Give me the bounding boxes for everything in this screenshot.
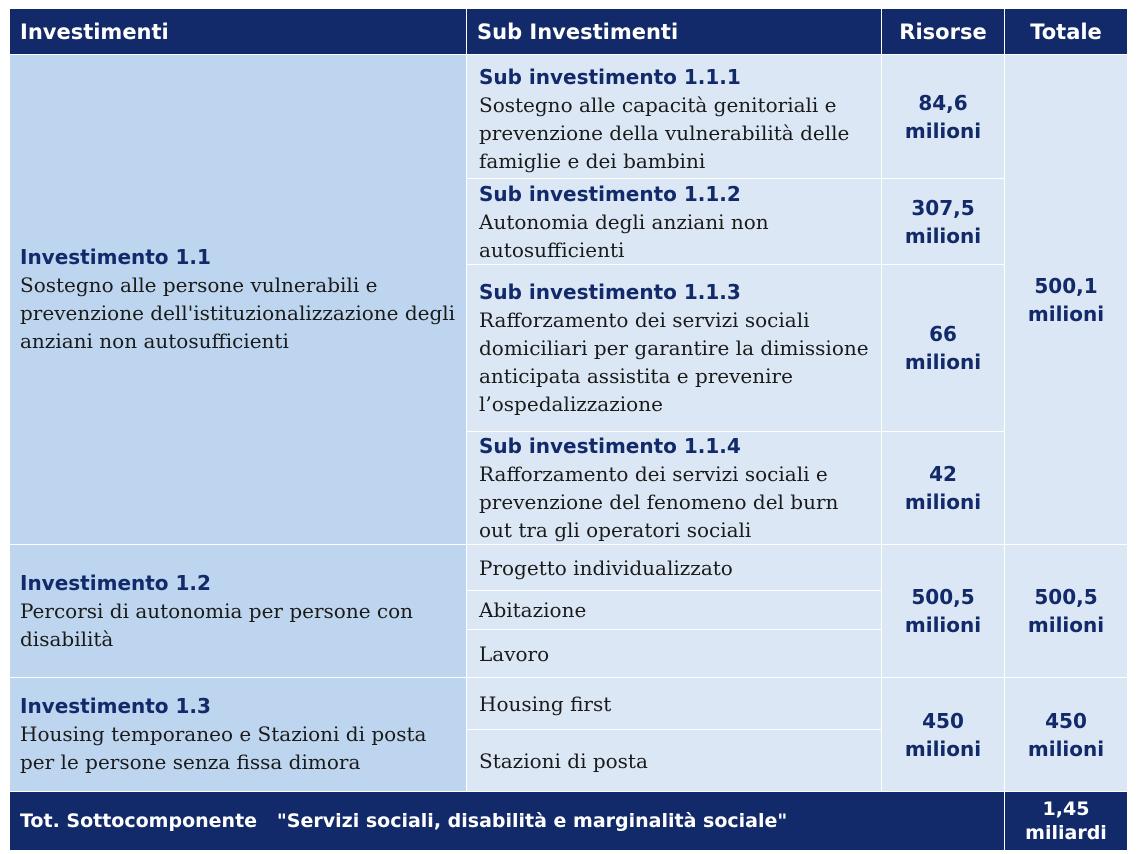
investimento-1-1-title: Investimento 1.1 (20, 245, 211, 269)
table-row (10, 55, 1128, 179)
sub-item-lavoro: Lavoro (467, 630, 882, 678)
header-totale: Totale (1005, 9, 1128, 55)
risorse-1-1-3-unit: milioni (904, 350, 982, 374)
risorse-1-3-value: 450 (922, 708, 964, 733)
risorse-1-1-2 (882, 179, 1005, 265)
investimento-1-3-title: Investimento 1.3 (20, 694, 211, 718)
risorse-1-2-value: 500,5 (911, 585, 975, 609)
sub-investimento-1-1-2-description: Autonomia degli anziani non autosufficienti (479, 210, 769, 262)
table-row (10, 545, 1128, 591)
risorse-1-1-3-value: 66 (929, 322, 957, 346)
investimento-1-1-cell (10, 55, 467, 545)
risorse-1-1-1-unit: milioni (904, 118, 982, 143)
sub-investimento-1-1-3-title: Sub investimento 1.1.3 (479, 279, 741, 304)
sub-investimento-1-1-4-cell (467, 432, 882, 545)
sub-investimento-1-1-1-cell (467, 55, 882, 179)
totale-1-2-value: 500,5 (1034, 585, 1098, 609)
investimento-1-2-description: Percorsi di autonomia per persone con disabilità (20, 598, 414, 651)
sub-item-housing-first: Housing first (467, 678, 882, 730)
totale-1-1-value: 500,1 (1034, 273, 1098, 298)
footer-name: "Servizi sociali, disabilità e marginalità sociale" (276, 810, 788, 832)
investimento-1-3-cell (10, 678, 467, 792)
risorse-1-2-unit: milioni (904, 613, 982, 637)
risorse-1-1-1-value: 84,6 (918, 90, 968, 115)
investment-table (9, 8, 1128, 851)
totale-1-2 (1005, 545, 1128, 678)
sub-investimento-1-1-4-title: Sub investimento 1.1.4 (479, 433, 741, 458)
risorse-1-1-4-unit: milioni (904, 490, 982, 514)
sub-investimento-1-1-3-description: Rafforzamento dei servizi sociali domiciliari per garantire la dimissione anticipata assistita e prevenire l’ospedalizzazione (479, 307, 869, 416)
risorse-1-1-1 (882, 55, 1005, 179)
sub-investimento-1-1-1-title: Sub investimento 1.1.1 (479, 64, 741, 89)
sub-investimento-1-1-4-description: Rafforzamento dei servizi sociali e prevenzione del fenomeno del burn out tra gli operatori sociali (479, 461, 839, 542)
investimento-1-2-cell (10, 545, 467, 678)
investimento-1-1-description: Sostegno alle persone vulnerabili e prevenzione dell'istituzionalizzazione degli anziani non autosufficienti (20, 273, 456, 353)
totale-1-1 (1005, 55, 1128, 545)
header-risorse: Risorse (882, 9, 1005, 55)
totale-1-2-unit: milioni (1027, 613, 1105, 637)
footer-label-cell (10, 792, 1005, 851)
footer-total-value: 1,45 (1042, 798, 1090, 820)
footer-row (10, 792, 1128, 851)
footer-total (1005, 792, 1128, 851)
sub-investimento-1-1-1-description: Sostegno alle capacità genitoriali e prevenzione della vulnerabilità delle famiglie e dei bambini (479, 92, 850, 173)
sub-item-progetto: Progetto individualizzato (467, 545, 882, 591)
footer-label: Tot. Sottocomponente (20, 810, 258, 832)
totale-1-3-value: 450 (1045, 708, 1087, 733)
sub-investimento-1-1-2-title: Sub investimento 1.1.2 (479, 182, 741, 206)
table-row (10, 678, 1128, 730)
risorse-1-1-2-value: 307,5 (911, 195, 975, 220)
header-sub-investimenti: Sub Investimenti (467, 9, 882, 55)
totale-1-1-unit: milioni (1027, 301, 1105, 326)
risorse-1-1-3 (882, 265, 1005, 432)
sub-item-abitazione: Abitazione (467, 591, 882, 630)
header-investimenti: Investimenti (10, 9, 467, 55)
header-row (10, 9, 1128, 55)
investimento-1-3-description: Housing temporaneo e Stazioni di posta per le persone senza fissa dimora (20, 722, 427, 774)
totale-1-3-unit: milioni (1027, 736, 1105, 761)
totale-1-3 (1005, 678, 1128, 792)
risorse-1-3 (882, 678, 1005, 792)
sub-investimento-1-1-3-cell (467, 265, 882, 432)
sub-investimento-1-1-2-cell (467, 179, 882, 265)
risorse-1-2 (882, 545, 1005, 678)
investimento-1-2-title: Investimento 1.2 (20, 570, 211, 595)
risorse-1-1-4 (882, 432, 1005, 545)
risorse-1-3-unit: milioni (904, 736, 982, 761)
sub-item-stazioni-di-posta: Stazioni di posta (467, 730, 882, 792)
footer-total-unit: miliardi (1025, 822, 1107, 844)
risorse-1-1-2-unit: milioni (904, 223, 982, 248)
risorse-1-1-4-value: 42 (929, 462, 957, 486)
